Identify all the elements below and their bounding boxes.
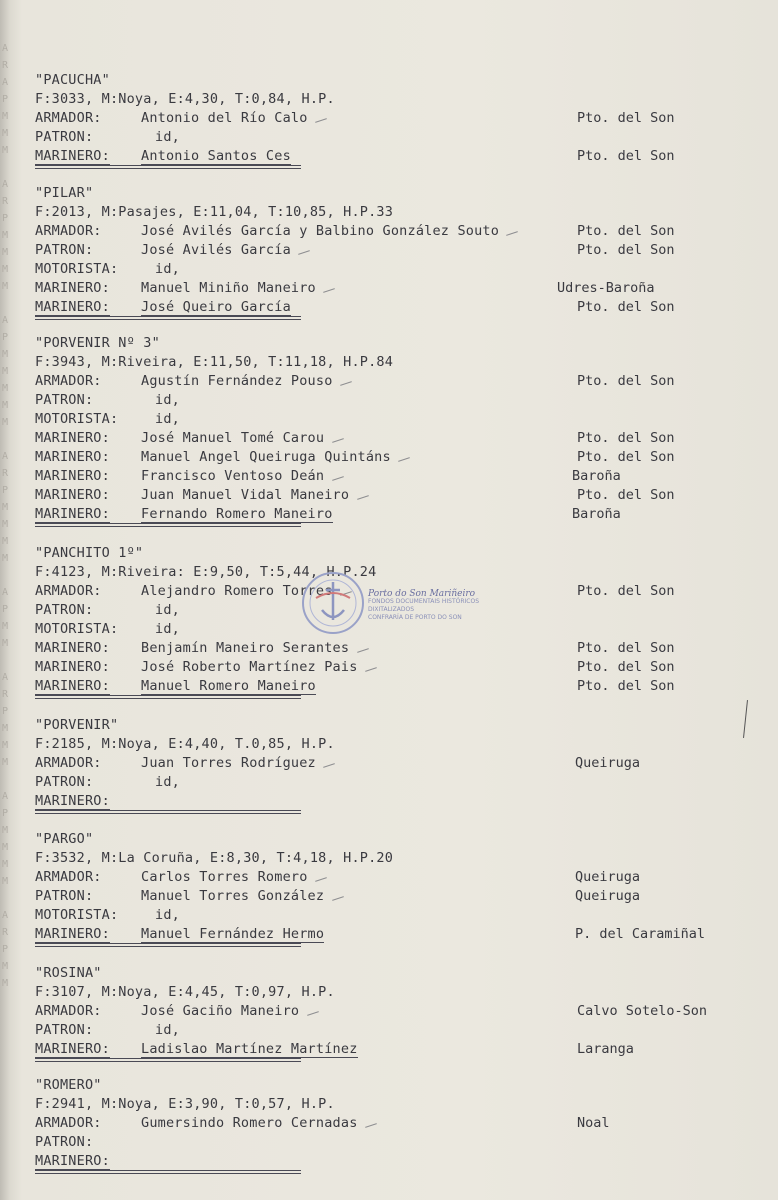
crew-role: PATRON: xyxy=(35,1134,94,1150)
crew-role: MARINERO: xyxy=(35,506,110,522)
crew-member-name: Antonio del Río Calo xyxy=(141,110,308,126)
section-separator xyxy=(35,810,301,811)
crew-home-port: Pto. del Son xyxy=(577,659,675,675)
crew-home-port: Pto. del Son xyxy=(577,430,675,446)
crew-member-name: id, xyxy=(155,774,180,790)
boat-registration: F:2941, M:Noya, E:3,90, T:0,57, H.P. xyxy=(35,1096,335,1112)
crew-role: MARINERO: xyxy=(35,1041,110,1057)
crew-role: ARMADOR: xyxy=(35,755,102,771)
crew-home-port: Queiruga xyxy=(575,755,641,771)
section-separator xyxy=(35,1058,301,1059)
crew-member-name: José Avilés García xyxy=(141,242,291,258)
crew-role: PATRON: xyxy=(35,774,94,790)
crew-member-name: id, xyxy=(155,1022,180,1038)
margin-pencil-mark xyxy=(743,700,748,738)
crew-member-name: Gumersindo Romero Cernadas xyxy=(141,1115,358,1131)
crew-member-name: José Gaciño Maneiro xyxy=(141,1003,300,1019)
crew-role: ARMADOR: xyxy=(35,583,102,599)
crew-home-port: Udres-Baroña xyxy=(557,280,655,296)
crew-home-port: Queiruga xyxy=(575,869,641,885)
crew-home-port: Pto. del Son xyxy=(577,583,675,599)
boat-registration: F:2185, M:Noya, E:4,40, T.0,85, H.P. xyxy=(35,736,335,752)
crew-role: ARMADOR: xyxy=(35,869,102,885)
crew-role: MARINERO: xyxy=(35,926,110,942)
crew-role: PATRON: xyxy=(35,392,94,408)
section-separator xyxy=(35,165,301,166)
boat-name: "ROSINA" xyxy=(35,965,102,981)
pencil-check-mark xyxy=(340,381,352,386)
crew-member-name: José Roberto Martínez Pais xyxy=(141,659,358,675)
boat-name: "PORVENIR" xyxy=(35,717,119,733)
crew-role: MARINERO: xyxy=(35,449,110,465)
crew-role: MOTORISTA: xyxy=(35,411,119,427)
crew-role: MARINERO: xyxy=(35,430,110,446)
crew-role: PATRON: xyxy=(35,242,94,258)
crew-role: MARINERO: xyxy=(35,487,110,503)
crew-home-port: Baroña xyxy=(572,468,621,484)
crew-role: ARMADOR: xyxy=(35,373,102,389)
crew-member-name: Benjamín Maneiro Serantes xyxy=(141,640,350,656)
boat-name: "PACUCHA" xyxy=(35,72,110,88)
crew-member-name: id, xyxy=(155,907,180,923)
crew-role: MOTORISTA: xyxy=(35,261,119,277)
confraria-seal-icon xyxy=(298,568,368,638)
pencil-check-mark xyxy=(357,648,369,653)
crew-home-port: Laranga xyxy=(577,1041,634,1057)
boat-name: "PILAR" xyxy=(35,185,94,201)
boat-registration: F:3107, M:Noya, E:4,45, T:0,97, H.P. xyxy=(35,984,335,1000)
boat-name: "PARGO" xyxy=(35,831,94,847)
boat-registration: F:3532, M:La Coruña, E:8,30, T:4,18, H.P.20 xyxy=(35,850,394,866)
crew-role: PATRON: xyxy=(35,129,94,145)
crew-member-name: Antonio Santos Ces xyxy=(141,148,291,164)
crew-role: MARINERO: xyxy=(35,678,110,694)
crew-role: MARINERO: xyxy=(35,280,110,296)
pencil-check-mark xyxy=(365,667,377,672)
pencil-check-mark xyxy=(315,877,327,882)
boat-name: "ROMERO" xyxy=(35,1077,102,1093)
crew-role: MOTORISTA: xyxy=(35,621,119,637)
crew-member-name: Agustín Fernández Pouso xyxy=(141,373,333,389)
crew-role: MARINERO: xyxy=(35,299,110,315)
pencil-check-mark xyxy=(323,288,335,293)
crew-member-name: Fernando Romero Maneiro xyxy=(141,506,333,522)
crew-home-port: Pto. del Son xyxy=(577,487,675,503)
pencil-check-mark xyxy=(299,250,311,255)
pencil-check-mark xyxy=(357,495,369,500)
crew-home-port: Pto. del Son xyxy=(577,640,675,656)
seal-caption: Porto do Son Mariñeiro FONDOS DOCUMENTAIS HISTÓRICOS DIXITALIZADOS CONFRARÍA DE PORTO DO SON xyxy=(368,589,480,621)
crew-role: ARMADOR: xyxy=(35,223,102,239)
crew-role: MARINERO: xyxy=(35,148,110,164)
pencil-check-mark xyxy=(332,438,344,443)
crew-home-port: Pto. del Son xyxy=(577,110,675,126)
boat-name: "PANCHITO 1º" xyxy=(35,545,144,561)
crew-member-name: Manuel Torres González xyxy=(141,888,325,904)
crew-member-name: Carlos Torres Romero xyxy=(141,869,308,885)
crew-home-port: Pto. del Son xyxy=(577,373,675,389)
crew-member-name: id, xyxy=(155,129,180,145)
crew-home-port: Noal xyxy=(577,1115,610,1131)
crew-member-name: id, xyxy=(155,261,180,277)
crew-member-name: José Manuel Tomé Carou xyxy=(141,430,325,446)
crew-member-name: José Queiro García xyxy=(141,299,291,315)
crew-member-name: Manuel Romero Maneiro xyxy=(141,678,316,694)
crew-role: MARINERO: xyxy=(35,1153,110,1169)
section-separator xyxy=(35,695,301,696)
crew-role: ARMADOR: xyxy=(35,1003,102,1019)
crew-member-name: Manuel Fernández Hermo xyxy=(141,926,325,942)
crew-home-port: Baroña xyxy=(572,506,621,522)
crew-home-port: Pto. del Son xyxy=(577,299,675,315)
boat-registration: F:2013, M:Pasajes, E:11,04, T:10,85, H.P.33 xyxy=(35,204,394,220)
section-separator xyxy=(35,943,301,944)
crew-member-name: id, xyxy=(155,621,180,637)
crew-role: ARMADOR: xyxy=(35,1115,102,1131)
crew-member-name: id, xyxy=(155,392,180,408)
crew-role: MARINERO: xyxy=(35,640,110,656)
crew-member-name: Alejandro Romero Torres xyxy=(141,583,333,599)
pencil-check-mark xyxy=(332,896,344,901)
section-separator xyxy=(35,1170,301,1171)
crew-member-name: José Avilés García y Balbino González Souto xyxy=(141,223,500,239)
crew-member-name: id, xyxy=(155,411,180,427)
crew-role: PATRON: xyxy=(35,888,94,904)
section-separator xyxy=(35,316,301,317)
pencil-check-mark xyxy=(365,1123,377,1128)
crew-role: MARINERO: xyxy=(35,659,110,675)
boat-registration: F:4123, M:Riveira: E:9,50, T:5,44, H.P.24 xyxy=(35,564,377,580)
crew-role: MARINERO: xyxy=(35,468,110,484)
crew-member-name: Francisco Ventoso Deán xyxy=(141,468,325,484)
bleed-through-text: A R A P M M M A R P M M M M A P M M M M M A R P M M M M A P M M A R P M M M A P M M M M A R P M M xyxy=(2,43,9,989)
crew-member-name: Manuel Miniño Maneiro xyxy=(141,280,316,296)
pencil-check-mark xyxy=(307,1011,319,1016)
crew-home-port: Calvo Sotelo-Son xyxy=(577,1003,708,1019)
pencil-check-mark xyxy=(506,231,518,236)
boat-registration: F:3943, M:Riveira, E:11,50, T:11,18, H.P.84 xyxy=(35,354,394,370)
boat-name: "PORVENIR Nº 3" xyxy=(35,335,160,351)
crew-member-name: Ladislao Martínez Martínez xyxy=(141,1041,358,1057)
crew-home-port: Pto. del Son xyxy=(577,678,675,694)
pencil-check-mark xyxy=(332,476,344,481)
crew-home-port: Queiruga xyxy=(575,888,641,904)
crew-role: MOTORISTA: xyxy=(35,907,119,923)
crew-home-port: P. del Caramiñal xyxy=(575,926,706,942)
crew-member-name: Juan Manuel Vidal Maneiro xyxy=(141,487,350,503)
crew-home-port: Pto. del Son xyxy=(577,449,675,465)
crew-home-port: Pto. del Son xyxy=(577,148,675,164)
boat-registration: F:3033, M:Noya, E:4,30, T:0,84, H.P. xyxy=(35,91,335,107)
crew-member-name: Juan Torres Rodríguez xyxy=(141,755,316,771)
crew-role: MARINERO: xyxy=(35,793,110,809)
crew-role: ARMADOR: xyxy=(35,110,102,126)
pencil-check-mark xyxy=(323,763,335,768)
crew-role: PATRON: xyxy=(35,1022,94,1038)
pencil-check-mark xyxy=(315,118,327,123)
crew-role: PATRON: xyxy=(35,602,94,618)
crew-member-name: id, xyxy=(155,602,180,618)
crew-home-port: Pto. del Son xyxy=(577,242,675,258)
crew-home-port: Pto. del Son xyxy=(577,223,675,239)
crew-member-name: Manuel Angel Queiruga Quintáns xyxy=(141,449,391,465)
pencil-check-mark xyxy=(398,457,410,462)
section-separator xyxy=(35,523,301,524)
